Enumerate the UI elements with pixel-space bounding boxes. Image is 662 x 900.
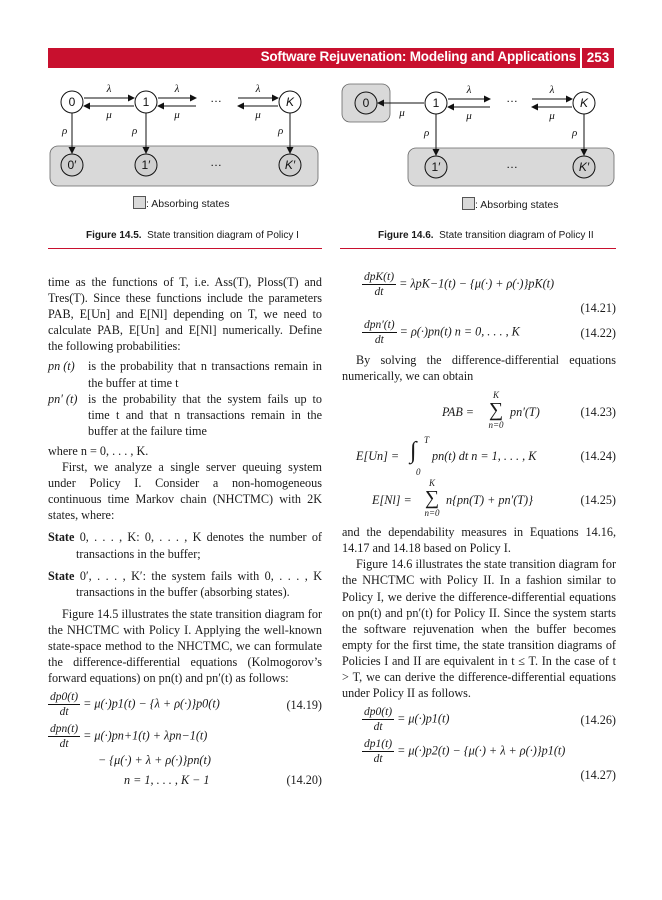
eq-rhs: = ρ(·)pn(t) n = 0, . . . , K [399, 324, 520, 339]
paragraph: Figure 14.6 illustrates the state transition diagram for the NHCTMC with Policy II. In a fashion similar to Policy I, we derive the difference-differential equations on pn(t) and pn′(t) for Policy II. Since the system starts the software rejuvenation when the buffer becomes empty for the first time, the state transition diagrams of Policies I and II are equivalent in t ≤ T. In the case of t > T, we can derive the difference-differential equations under Policy II as follows. [342, 557, 616, 701]
rate-rho: ρ [572, 127, 578, 139]
state-definition [48, 568, 322, 600]
definition-pn [48, 358, 322, 390]
equation-number: (14.24) [580, 449, 616, 464]
legend-swatch [462, 197, 475, 210]
eq-rhs: = μ(·)p2(t) − {μ(·) + λ + ρ(·)}p1(t) [397, 743, 566, 758]
state-text: 0′, . . . , K′: the system fails with 0, . . . , K transactions in the buffer (absorbing states). [76, 568, 322, 599]
paragraph: time as the functions of T, i.e. Ass(T), Ploss(T) and Tres(T). Since these functions include the parameters PAB, E[Un] and E[Nl] depending on T, we need to calculate PAB, E[Un] and E[Nl] numerically. Define the following probabilities: [48, 275, 322, 354]
equation-number: (14.26) [580, 713, 616, 728]
sum-symbol-icon: ∑ [488, 399, 504, 422]
rate-lambda: λ [549, 84, 555, 96]
integral-symbol-icon: ∫ [410, 438, 417, 465]
eq-num: dpK(t) [364, 271, 395, 283]
legend-swatch [133, 196, 146, 209]
equation-number: (14.27) [580, 768, 616, 783]
caption-text: State transition diagram of Policy II [439, 230, 594, 241]
state-0-label: 0 [68, 95, 76, 109]
running-title: Software Rejuvenation: Modeling and Applications [260, 49, 576, 64]
integral-lower: 0 [416, 467, 421, 478]
caption-rule-left [48, 248, 322, 249]
rate-mu: μ [255, 109, 261, 121]
legend-right [462, 197, 558, 211]
ellipsis-top: … [210, 91, 222, 105]
rate-mu: μ [549, 110, 555, 122]
eq-rhs: = λpK−1(t) − {μ(·) + ρ(·)}pK(t) [399, 276, 555, 291]
legend-left [133, 196, 229, 210]
figure-14-6-diagram [340, 80, 618, 190]
eq-lhs: E[Nl] = [372, 493, 412, 508]
page-number: 253 [582, 48, 614, 68]
rate-lambda: λ [255, 83, 261, 95]
def-term: pn′ (t) [48, 391, 78, 406]
equation-number: (14.23) [580, 405, 616, 420]
state-0-prime-label: 0′ [67, 158, 77, 172]
equation-14-23 [342, 390, 616, 434]
rate-rho: ρ [62, 125, 68, 137]
equation-number: (14.20) [286, 773, 322, 788]
eq-lhs [48, 690, 80, 719]
equation-14-24 [342, 434, 616, 478]
rate-rho: ρ [278, 125, 284, 137]
state-definition [48, 529, 322, 561]
sum-lower: n=0 [488, 420, 504, 431]
equation-14-21 [342, 270, 616, 300]
eq-den: dt [59, 706, 69, 719]
eq-body: pn′(T) [510, 405, 540, 420]
figure-14-5-caption [86, 230, 299, 241]
sum-sign [422, 478, 442, 518]
figure-14-6-caption [378, 230, 594, 241]
equation-14-25 [342, 478, 616, 524]
eq-rhs: = μ(·)p1(t) − {λ + ρ(·)}p0(t) [83, 696, 220, 711]
eq-rhs: = μ(·)p1(t) [397, 711, 450, 726]
paragraph: and the dependability measures in Equations 14.16, 14.17 and 14.18 based on Policy I. [342, 525, 616, 556]
def-text: is the probability that the system fails up to time t and that n transactions remain in the buffer at the failure time [88, 391, 322, 438]
eq-den: dt [374, 334, 384, 346]
eq-lhs: E[Un] = [356, 449, 400, 464]
caption-label: Figure 14.6. [378, 230, 434, 241]
absorbing-states-box [50, 146, 318, 186]
state-k-prime-label: K′ [284, 158, 296, 172]
sum-symbol-icon: ∑ [424, 487, 440, 510]
right-column [342, 270, 616, 783]
eq-body: pn(t) dt n = 1, . . . , K [432, 449, 537, 464]
eq-lhs [362, 318, 397, 347]
eq-num: dpn(t) [50, 723, 79, 736]
sum-lower: n=0 [424, 508, 440, 519]
equation-number: (14.22) [580, 326, 616, 340]
def-term: pn (t) [48, 359, 75, 374]
legend-label: : Absorbing states [475, 199, 559, 211]
equation-14-20 [48, 722, 322, 752]
sum-upper: K [428, 478, 435, 489]
integral-upper: T [424, 435, 430, 446]
eq-lhs: PAB = [442, 405, 475, 420]
equation-14-19 [48, 690, 322, 722]
rate-lambda: λ [466, 84, 472, 96]
equation-number: (14.25) [580, 493, 616, 508]
definition-pn-prime [48, 391, 322, 439]
eq-lhs [362, 270, 396, 299]
equation-14-26 [342, 705, 616, 737]
state-k-prime-label: K′ [578, 160, 590, 174]
state-k-label: K [579, 96, 589, 110]
state-label: State [48, 568, 75, 583]
sum-sign [486, 390, 506, 430]
equation-number: (14.19) [286, 698, 322, 713]
def-text: is the probability that n transactions remain in the buffer at time t [88, 359, 322, 390]
eq-num: dp0(t) [50, 691, 79, 704]
rate-lambda: λ [174, 83, 180, 95]
rate-mu: μ [174, 109, 180, 121]
figure-14-5-diagram [46, 78, 322, 190]
rate-rho: ρ [132, 125, 138, 137]
state-text: 0, . . . , K: 0, . . . , K denotes the number of transactions in the buffer; [76, 530, 322, 561]
eq-rhs: = μ(·)pn+1(t) + λpn−1(t) [83, 728, 208, 743]
eq-rhs-line: − {μ(·) + λ + ρ(·)}pn(t) [98, 753, 211, 768]
eq-lhs [362, 705, 394, 734]
state-k-label: K [285, 95, 295, 109]
paragraph: Figure 14.5 illustrates the state transition diagram for the NHCTMC with Policy I. Applying the well-known state-space method to the NHCTMC, we can formulate the difference-differential equations (Kolmogorov’s forward equations) on pn(t) and pn′(t) as follows: [48, 606, 322, 686]
eq-num: dp1(t) [364, 738, 393, 751]
eq-condition: n = 1, . . . , K − 1 [124, 773, 210, 788]
ellipsis-bottom: … [506, 157, 518, 171]
left-column [48, 274, 322, 792]
paragraph: where n = 0, . . . , K. [48, 443, 149, 458]
eq-num: dp0(t) [364, 706, 393, 719]
paragraph: By solving the difference-differential equations numerically, we can obtain [342, 353, 616, 384]
caption-rule-right [340, 248, 616, 249]
eq-den: dt [59, 738, 69, 751]
ellipsis-top: … [506, 91, 518, 105]
rate-rho: ρ [424, 127, 430, 139]
rate-lambda: λ [106, 83, 112, 95]
eq-den: dt [373, 721, 383, 734]
ellipsis-bottom: … [210, 155, 222, 169]
state-1-prime-label: 1′ [141, 158, 151, 172]
state-label: State [48, 530, 75, 545]
state-0-label: 0 [362, 96, 370, 110]
legend-label: : Absorbing states [146, 198, 230, 210]
rate-mu: μ [399, 107, 405, 119]
eq-rhs-line [48, 772, 322, 792]
eq-num: dpn′(t) [364, 319, 395, 331]
equation-14-22 [342, 318, 616, 352]
rate-mu: μ [106, 109, 112, 121]
paragraph: First, we analyze a single server queuing system under Policy I. Consider a non-homogeneous continuous time Markov chain (NHCTMC) with 2K states, where: [48, 460, 322, 523]
eq-den: dt [374, 286, 384, 298]
sum-upper: K [492, 390, 499, 401]
equation-14-27 [342, 737, 616, 767]
eq-body: n{pn(T) + pn′(T)} [446, 493, 533, 508]
rate-mu: μ [466, 110, 472, 122]
state-1-label: 1 [142, 95, 150, 109]
state-1-prime-label: 1′ [431, 160, 441, 174]
caption-label: Figure 14.5. [86, 230, 142, 241]
eq-den: dt [373, 753, 383, 766]
state-1-label: 1 [432, 96, 440, 110]
equation-number: (14.21) [580, 301, 616, 315]
eq-lhs [48, 722, 80, 751]
eq-lhs [362, 737, 394, 766]
running-header [48, 48, 614, 68]
caption-text: State transition diagram of Policy I [147, 230, 299, 241]
